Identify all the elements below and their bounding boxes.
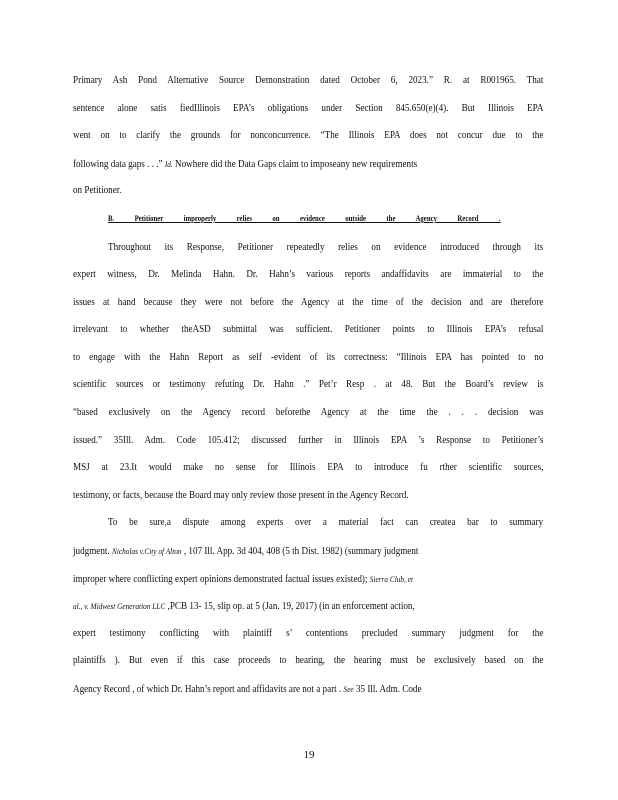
paragraph-line: scientific sources or testimony refuting Dr. Hahn .” Pet’r Resp . at 48. But the Board’s review is (73, 379, 544, 390)
paragraph-line: MSJ at 23.It would make no sense for Illinois EPA to introduce fu rther scientific sources, (73, 462, 544, 473)
section-heading: B. Petitioner improperly relies on evidence outside the Agency Record . (108, 213, 501, 223)
paragraph-line (73, 682, 543, 697)
paragraph-line: issued.” 35Ill. Adm. Code 105.412; discussed further in Illinois EPA ’s Response to Petitioner’s (73, 435, 544, 446)
paragraph-line: testimony, or facts, because the Board may only review those present in the Agency Record. (73, 490, 409, 501)
paragraph-line (73, 544, 543, 559)
paragraph-line: expert testimony conflicting with plaintiff s’ contentions precluded summary judgment for the (73, 628, 544, 639)
paragraph-line (73, 157, 537, 172)
paragraph-line (73, 599, 543, 614)
page-number: 19 (303, 749, 315, 761)
signal-see: See (343, 684, 354, 694)
paragraph-line: on Petitioner. (73, 185, 122, 196)
paragraph-line: went on to clarify the grounds for nonconcurrence. “The Illinois EPA does not concur due to the (73, 130, 544, 141)
paragraph-line: To be sure,a dispute among experts over a material fact can createa bar to summary (108, 517, 544, 528)
line-text: judgment. (73, 546, 112, 557)
paragraph-line (73, 572, 543, 587)
case-citation: al., v. Midwest Generation LLC (73, 601, 166, 611)
paragraph-line: plaintiffs ). But even if this case proceeds to hearing, the hearing must be exclusively based on the (73, 655, 544, 666)
paragraph-line: irrelevant to whether theASD submittal was sufficient. Petitioner points to Illinois EPA’s refusal (73, 324, 544, 335)
paragraph-line: Throughout its Response, Petitioner repeatedly relies on evidence introduced through its (108, 242, 544, 253)
line-text: ,PCB 13- 15, slip op. at 5 (Jan. 19, 2017) (in an enforcement action, (165, 601, 415, 612)
line-text: improper where conflicting expert opinions demonstrated factual issues existed); (73, 574, 370, 585)
paragraph-line: “based exclusively on the Agency record beforethe Agency at the time the . . . decision was (73, 407, 544, 418)
paragraph-line: sentence alone satis fiedIllinois EPA’s obligations under Section 845.650(e)(4). But Illinois EPA (73, 103, 544, 114)
paragraph-line: Primary Ash Pond Alternative Source Demonstration dated October 6, 2023.” R. at R001965. That (73, 75, 544, 86)
line-text: following data gaps . . .” (73, 159, 165, 170)
case-citation: Nicholas v.City of Alton (111, 546, 182, 556)
citation-id: Id. (164, 159, 173, 169)
line-text: 35 Ill. Adm. Code (353, 684, 422, 695)
paragraph-line: to engage with the Hahn Report as self -evident of its correctness: “Illinois EPA has pointed to no (73, 352, 544, 363)
line-text: Agency Record , of which Dr. Hahn’s report and affidavits are not a part . (73, 684, 344, 695)
line-text: Nowhere did the Data Gaps claim to imposeany new requirements (172, 159, 418, 170)
line-text: , 107 Ill. App. 3d 404, 408 (5 th Dist. 1982) (summary judgment (181, 546, 419, 557)
paragraph-line: issues at hand because they were not before the Agency at the time of the decision and are therefore (73, 297, 544, 308)
case-citation: Sierra Club, et (369, 574, 414, 584)
paragraph-line: expert witness, Dr. Melinda Hahn. Dr. Hahn’s various reports andaffidavits are immaterial to the (73, 269, 544, 280)
